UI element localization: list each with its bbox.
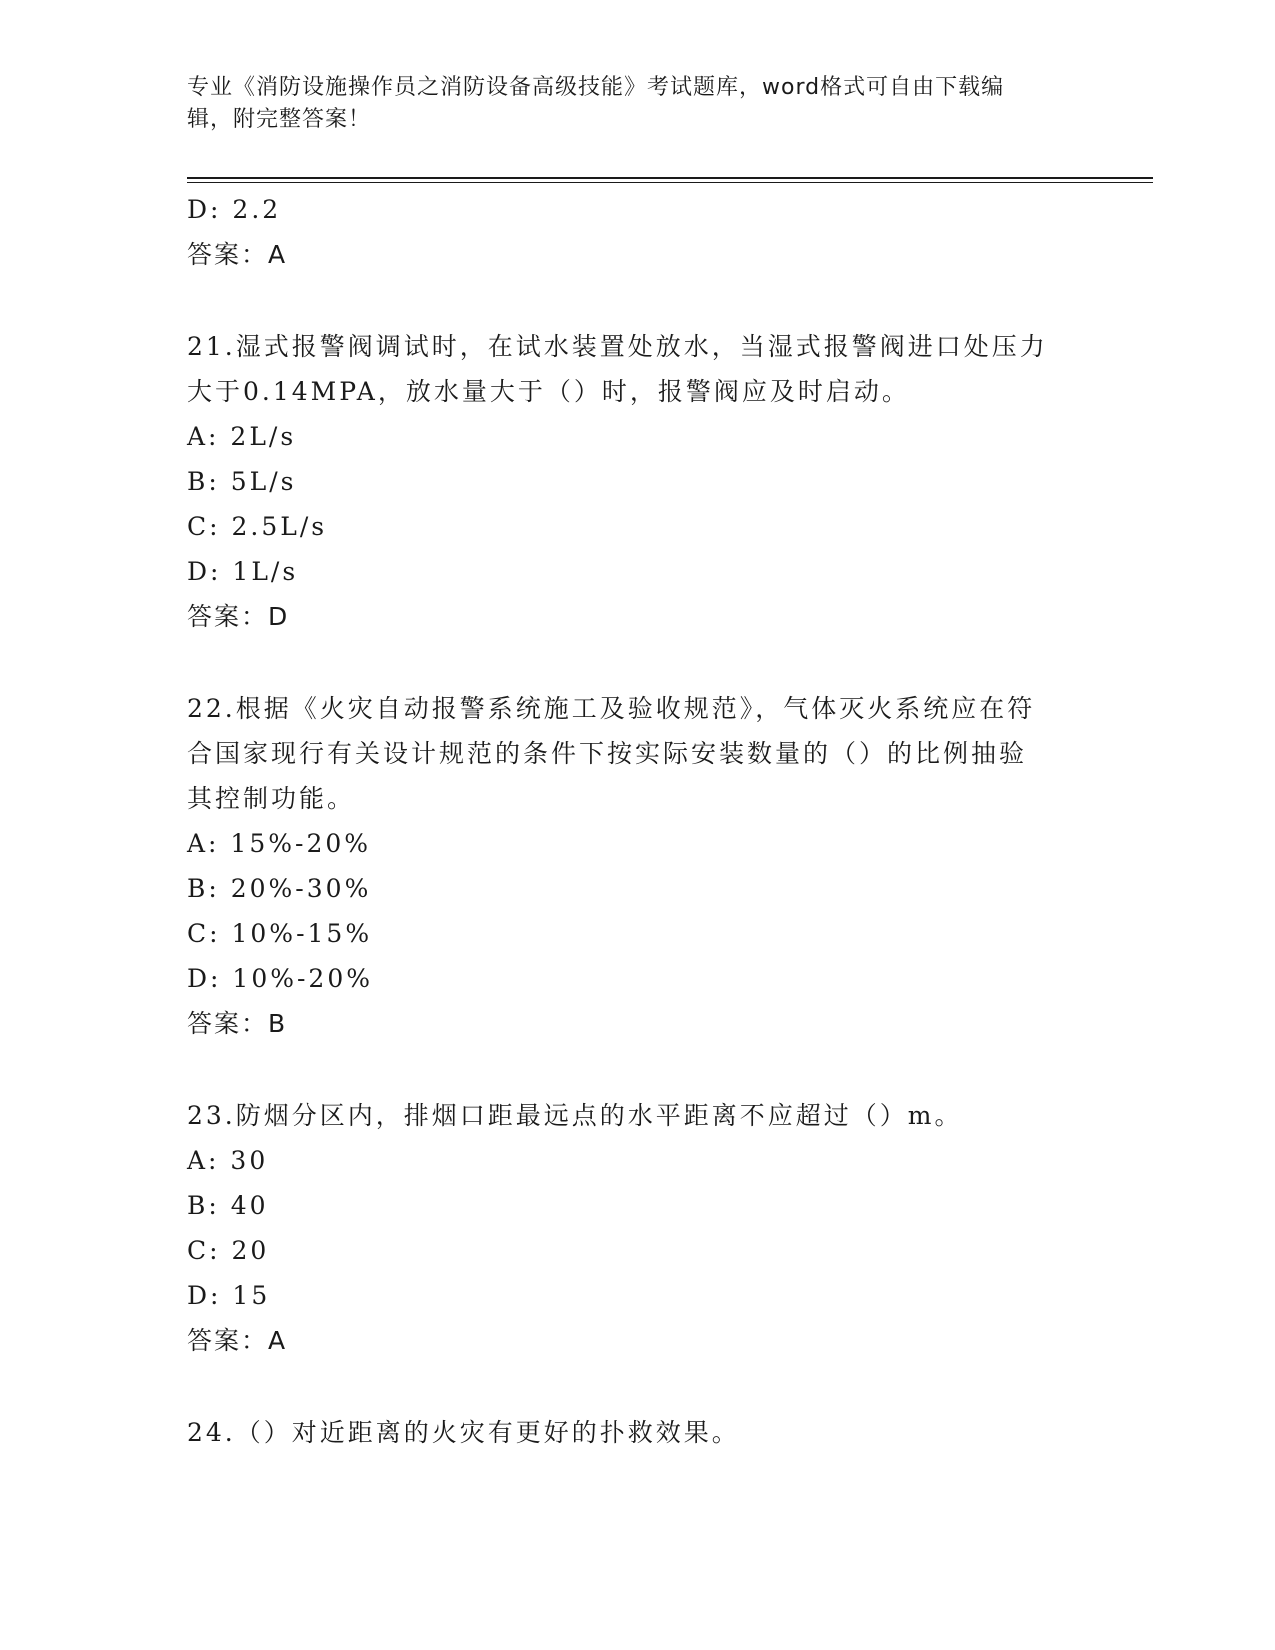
document-header	[187, 72, 1067, 136]
question-block-20	[187, 187, 1087, 277]
option-a: A: 30	[187, 1146, 269, 1175]
option-d: D: 1L/s	[187, 557, 299, 586]
option-a: A: 15%-20%	[187, 829, 372, 858]
option-b: B: 5L/s	[187, 467, 297, 496]
option-d: D: 2.2	[187, 195, 282, 224]
question-text-line: 合国家现行有关设计规范的条件下按实际安装数量的（）的比例抽验	[187, 739, 1028, 768]
option-b: B: 40	[187, 1191, 269, 1220]
option-c: C: 20	[187, 1236, 270, 1265]
header-line-2: 辑，附完整答案！	[187, 107, 372, 132]
answer-line: 答案：A	[187, 1326, 288, 1355]
question-block-23	[187, 1093, 1087, 1363]
question-text-line: 24.（）对近距离的火灾有更好的扑救效果。	[187, 1418, 740, 1447]
option-d: D: 15	[187, 1281, 271, 1310]
question-list	[187, 187, 1087, 1455]
question-block-22	[187, 686, 1087, 1046]
question-text-line: 其控制功能。	[187, 784, 356, 813]
option-c: C: 2.5L/s	[187, 512, 328, 541]
answer-line: 答案：A	[187, 240, 288, 269]
option-a: A: 2L/s	[187, 422, 297, 451]
question-block-24	[187, 1410, 1087, 1455]
question-text-line: 21.湿式报警阀调试时，在试水装置处放水，当湿式报警阀进口处压力	[187, 332, 1048, 361]
option-d: D: 10%-20%	[187, 964, 373, 993]
answer-line: 答案：B	[187, 1009, 288, 1038]
option-b: B: 20%-30%	[187, 874, 372, 903]
option-c: C: 10%-15%	[187, 919, 373, 948]
question-text-line: 大于0.14MPA，放水量大于（）时，报警阀应及时启动。	[187, 377, 910, 406]
header-divider-thick	[187, 177, 1153, 179]
question-text-line: 22.根据《火灾自动报警系统施工及验收规范》，气体灭火系统应在符	[187, 694, 1036, 723]
header-line-1: 专业《消防设施操作员之消防设备高级技能》考试题库，word格式可自由下载编	[187, 75, 1005, 100]
question-block-21	[187, 324, 1087, 639]
header-divider-thin	[187, 182, 1153, 183]
answer-line: 答案：D	[187, 602, 290, 631]
question-text-line: 23.防烟分区内，排烟口距最远点的水平距离不应超过（）m。	[187, 1101, 963, 1130]
